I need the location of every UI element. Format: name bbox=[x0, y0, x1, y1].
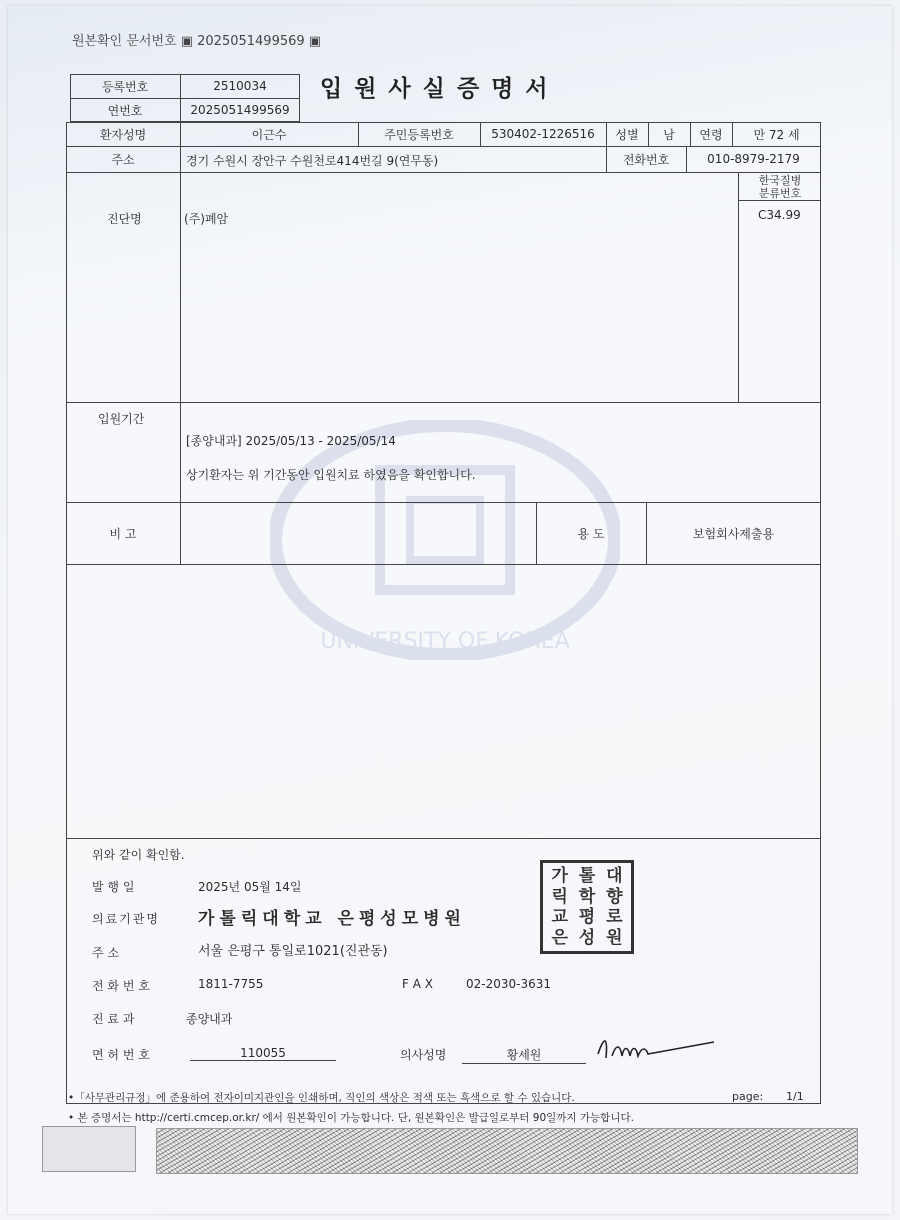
seal-char: 가 bbox=[551, 866, 568, 886]
seal-char: 성 bbox=[578, 927, 596, 948]
age-label: 연령 bbox=[699, 127, 723, 142]
license-value: 110055 bbox=[190, 1046, 336, 1061]
code-label: 한국질병 분류번호 bbox=[758, 174, 802, 200]
page-label: page: bbox=[732, 1090, 764, 1103]
serial-label: 연번호 bbox=[107, 103, 143, 118]
reg-label: 등록번호 bbox=[101, 79, 149, 94]
seal-char: 학 bbox=[578, 886, 596, 907]
dept-value: 종양내과 bbox=[186, 1012, 233, 1026]
doctor-signature bbox=[594, 1034, 724, 1064]
tel-label: 전 화 번 호 bbox=[92, 979, 150, 993]
admission-period: [종양내과] 2025/05/13 - 2025/05/14 bbox=[186, 434, 396, 448]
rrn-value: 530402-1226516 bbox=[491, 127, 595, 141]
seal-char: 교 bbox=[551, 907, 568, 927]
diagnosis-value: (주)폐암 bbox=[184, 212, 229, 226]
seal-char: 로 bbox=[606, 907, 623, 927]
institution-label: 의료기관명 bbox=[92, 912, 160, 926]
footer-note-2: • 본 증명서는 http://certi.cmcep.or.kr/ 에서 원본확인이 가능합니다. 단, 원본확인은 발급일로부터 90일까지 가능합니다. bbox=[68, 1112, 634, 1124]
serial-value: 2025051499569 bbox=[190, 103, 290, 117]
admission-note: 상기환자는 위 기간동안 입원치료 하였음을 확인합니다. bbox=[186, 468, 476, 482]
remark-label: 비 고 bbox=[109, 526, 137, 541]
dept-label: 진 료 과 bbox=[92, 1012, 135, 1026]
watermark-text: UNIVERSITY OF KOREA bbox=[320, 629, 570, 654]
reg-value: 2510034 bbox=[213, 79, 267, 93]
issue-label: 발 행 일 bbox=[92, 880, 135, 894]
name-label: 환자성명 bbox=[99, 127, 147, 142]
fax-label: F A X bbox=[402, 977, 433, 991]
hospital-seal bbox=[540, 860, 634, 954]
seal-char: 원 bbox=[606, 927, 623, 948]
seal-char: 대 bbox=[606, 866, 623, 886]
admission-label: 입원기간 bbox=[98, 412, 145, 426]
page-title: 입원사실증명서 bbox=[320, 76, 560, 102]
footer-note-1: •「사무관리규정」에 준용하여 전자이미지관인을 인쇄하며, 직인의 색상은 적색 또는 흑색으로 할 수 있습니다. bbox=[68, 1092, 575, 1104]
phone-label: 전화번호 bbox=[622, 152, 670, 167]
seal-char: 향 bbox=[606, 886, 623, 907]
doctor-name: 황세원 bbox=[462, 1046, 586, 1064]
barcode-strip bbox=[156, 1128, 858, 1174]
sex-label: 성별 bbox=[615, 127, 639, 142]
document-number: 원본확인 문서번호 ▣ 2025051499569 ▣ bbox=[72, 34, 322, 49]
addr-value: 경기 수원시 장안구 수원천로414번길 9(연무동) bbox=[186, 154, 439, 168]
issue-date: 2025년 05월 14일 bbox=[198, 880, 302, 894]
inst-addr-label: 주 소 bbox=[92, 946, 119, 960]
age-value: 만 72 세 bbox=[753, 127, 800, 142]
addr-label: 주소 bbox=[111, 152, 135, 167]
page-number: 1/1 bbox=[786, 1090, 804, 1103]
use-value: 보험회사제출용 bbox=[692, 526, 775, 541]
name-value: 이근수 bbox=[251, 127, 287, 142]
use-label: 용 도 bbox=[577, 526, 605, 541]
phone-value: 010-8979-2179 bbox=[707, 152, 800, 166]
fax-value: 02-2030-3631 bbox=[466, 977, 552, 991]
sex-value: 남 bbox=[663, 127, 675, 142]
doctor-label: 의사성명 bbox=[400, 1048, 447, 1062]
license-label: 면 허 번 호 bbox=[92, 1048, 150, 1062]
seal-char: 평 bbox=[578, 907, 596, 927]
confirm-intro: 위와 같이 확인함. bbox=[92, 848, 185, 862]
tel-value: 1811-7755 bbox=[198, 977, 264, 991]
qr-placeholder bbox=[42, 1126, 136, 1172]
inst-addr: 서울 은평구 통일로1021(진관동) bbox=[198, 944, 388, 959]
institution-name: 가톨릭대학교 은평성모병원 bbox=[198, 909, 466, 929]
seal-char: 은 bbox=[551, 927, 568, 948]
diagnosis-label: 진단명 bbox=[107, 212, 142, 226]
seal-char: 톨 bbox=[578, 866, 596, 886]
seal-char: 릭 bbox=[551, 886, 568, 907]
rrn-label: 주민등록번호 bbox=[384, 127, 454, 142]
code-value: C34.99 bbox=[758, 208, 801, 222]
